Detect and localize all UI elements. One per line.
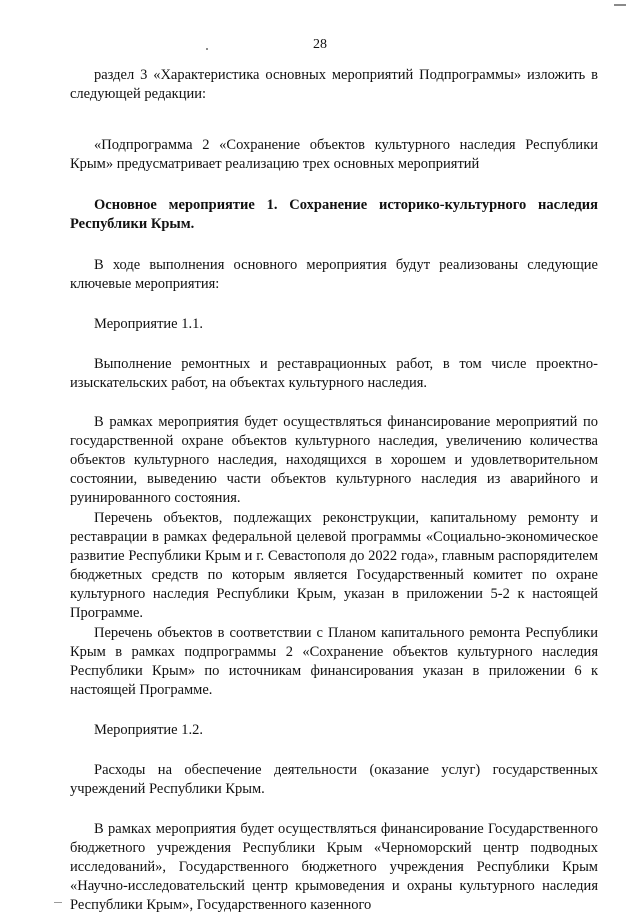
activity-1-1-description: Выполнение ремонтных и реставрационных работ, в том числе проектно-изыскательских работ, на объектах культурного наследия. — [70, 356, 598, 391]
page-number: 28 — [313, 37, 327, 52]
objects-list-paragraph: Перечень объектов, подлежащих реконструкции, капитальному ремонту и реставрации в рамках федеральной целевой программы «Социально-экономическое развитие Республики Крым и г. Севастополя до 2022 года», главным распорядителем бюджетных средств по которым является Государственный комитет по охране культурного наследия Республики Крым, указан в приложении 5-2 к настоящей Программе. — [70, 510, 598, 621]
intro-paragraph: раздел 3 «Характеристика основных мероприятий Подпрограммы» изложить в следующей редакции: — [70, 67, 598, 102]
activity-1-2-description: Расходы на обеспечение деятельности (оказание услуг) государственных учреждений Республики Крым. — [70, 762, 598, 797]
scan-corner-mark — [614, 4, 626, 6]
main-activity-heading: Основное мероприятие 1. Сохранение историко-культурного наследия Республики Крым. — [70, 197, 598, 232]
repair-plan-paragraph: Перечень объектов в соответствии с Планом капитального ремонта Республики Крым в рамках подпрограммы 2 «Сохранение объектов культурного наследия Республики Крым» по источникам финансирования указан в приложении 6 к настоящей Программе. — [70, 625, 598, 698]
subprogram-paragraph: «Подпрограмма 2 «Сохранение объектов культурного наследия Республики Крым» предусматривает реализацию трех основных мероприятий — [70, 137, 598, 172]
document-body — [70, 66, 598, 915]
key-activities-paragraph: В ходе выполнения основного мероприятия будут реализованы следующие ключевые мероприятия: — [70, 257, 598, 292]
financing-paragraph: В рамках мероприятия будет осуществляться финансирование мероприятий по государственной охране объектов культурного наследия, увеличению количества объектов культурного наследия, находящихся в хорошем и удовлетворительном состоянии, выведению части объектов культурного наследия из аварийного и руинированного состояния. — [70, 414, 598, 506]
scan-bottom-mark — [54, 902, 62, 903]
institutions-financing-paragraph: В рамках мероприятия будет осуществляться финансирование Государственного бюджетного учреждения Республики Крым «Черноморский центр подводных исследований», Государственного бюджетного учреждения Республики Крым «Научно-исследовательский центр крымоведения и охраны культурного наследия Республики Крым», Государственного казенного — [70, 821, 598, 913]
activity-1-2-heading: Мероприятие 1.2. — [94, 722, 203, 738]
activity-1-1-heading: Мероприятие 1.1. — [94, 316, 203, 332]
